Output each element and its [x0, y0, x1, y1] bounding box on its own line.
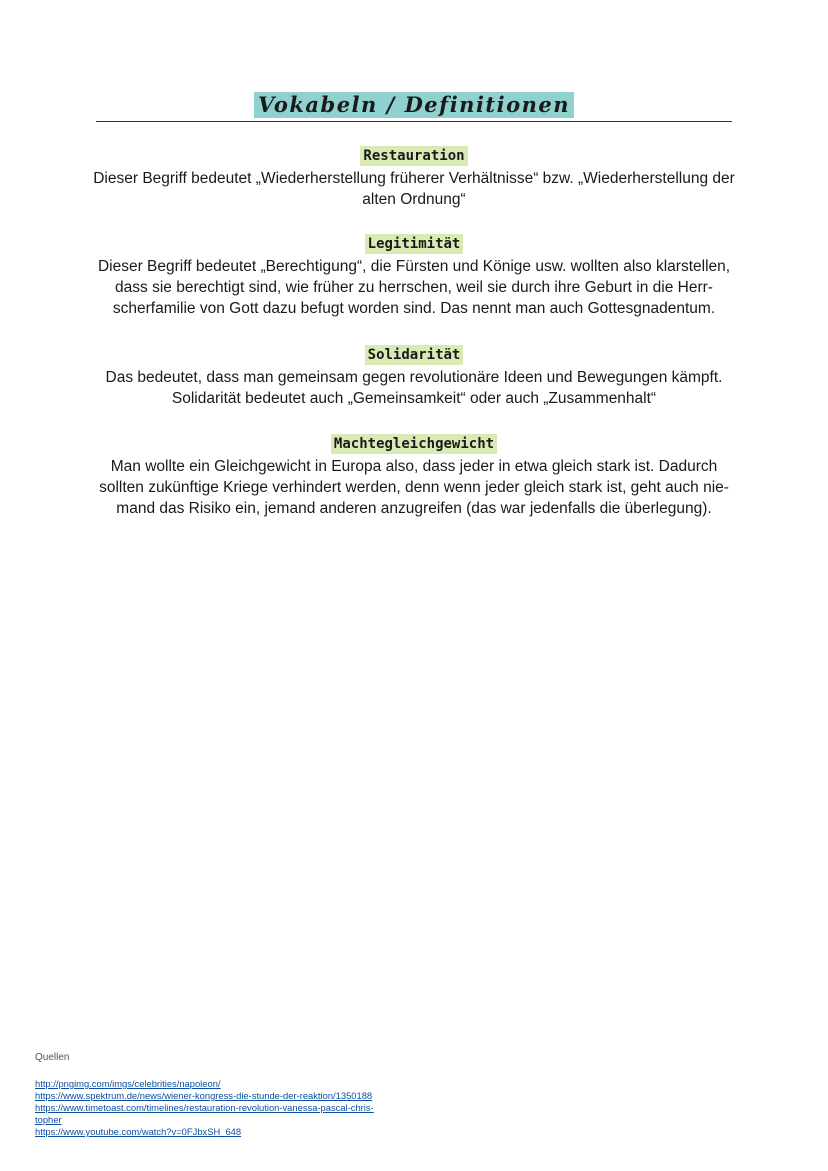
sources-label: Quellen	[35, 1052, 70, 1063]
source-link[interactable]: https://www.spektrum.de/news/wiener-kongress-die-stunde-der-reaktion/1350188	[35, 1090, 373, 1101]
source-link[interactable]: http://pngimg.com/imgs/celebrities/napoleon/	[35, 1078, 221, 1089]
source-link[interactable]: topher	[35, 1114, 62, 1125]
definition-restauration	[90, 146, 738, 210]
definition-text: Dieser Begriff bedeutet „Berechtigung“, die Fürsten und Könige usw. wollten also klarstellen, dass sie berechtigt sind, wie früher zu herrschen, weil sie durch ihre Geburt in die Herr-scherfamilie von Gott dazu befugt worden sind. Das nennt man auch Gottesgnadentum.	[97, 258, 731, 317]
term-heading: Machtegleichgewicht	[331, 434, 497, 454]
source-link[interactable]: https://www.youtube.com/watch?v=0FJbxSH_648	[35, 1126, 242, 1137]
definition-text: Das bedeutet, dass man gemeinsam gegen revolutionäre Ideen und Bewegungen kämpft. Solidarität bedeutet auch „Gemeinsamkeit“ oder auch „Zusammenhalt“	[105, 369, 723, 407]
definition-text: Dieser Begriff bedeutet „Wiederherstellung früherer Verhältnisse“ bzw. „Wiederherstellung der alten Ordnung“	[93, 170, 735, 208]
sources-section	[35, 1052, 374, 1138]
title-underline	[96, 121, 732, 122]
term-heading: Restauration	[360, 146, 467, 166]
definition-machtegleichgewicht	[90, 434, 738, 519]
term-heading: Solidarität	[365, 345, 464, 365]
source-link[interactable]: https://www.timetoast.com/timelines/restauration-revolution-vanessa-pascal-chris-	[35, 1102, 374, 1113]
page-title-wrapper	[96, 92, 732, 118]
definition-legitimitaet	[90, 234, 738, 319]
term-heading: Legitimität	[365, 234, 464, 254]
definition-text: Man wollte ein Gleichgewicht in Europa also, dass jeder in etwa gleich stark ist. Dadurch sollten zukünftige Kriege verhindert werden, denn wenn jeder gleich stark ist, geht auch nie-mand das Risiko ein, jemand anderen anzugreifen (das war jedenfalls die überlegung).	[99, 458, 729, 517]
page-title: Vokabeln / Definitionen	[254, 92, 574, 118]
definition-solidaritaet	[90, 345, 738, 409]
